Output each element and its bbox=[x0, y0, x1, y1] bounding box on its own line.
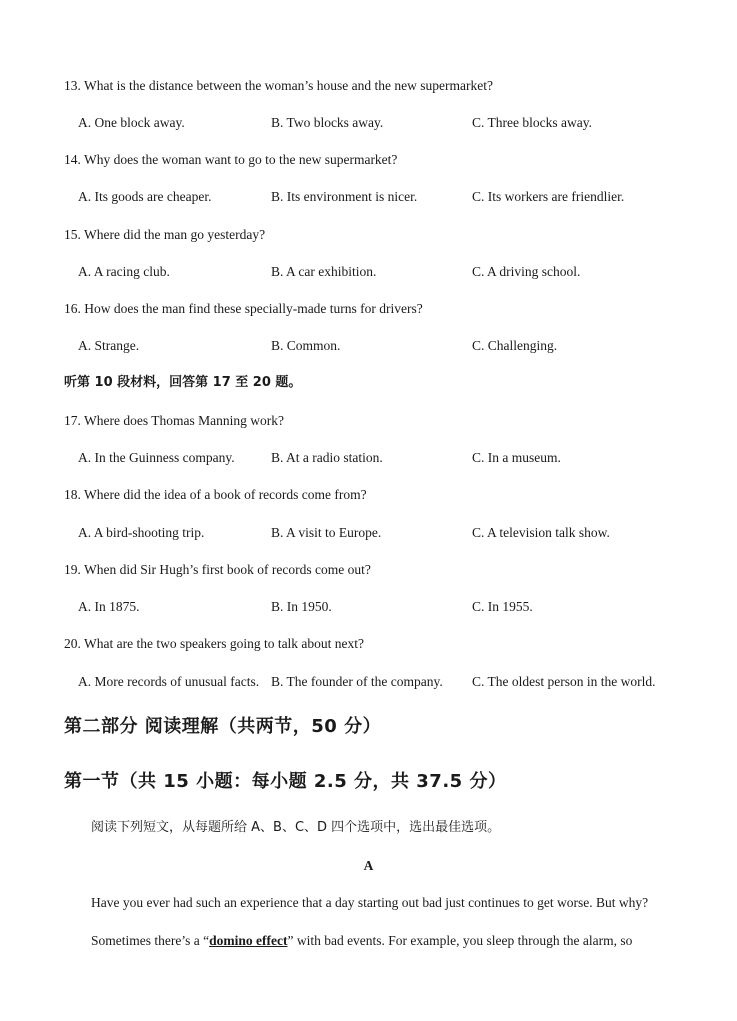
q17-option-a: A. In the Guinness company. bbox=[78, 450, 235, 465]
question-19: 19. When did Sir Hugh’s first book of records come out? bbox=[64, 562, 371, 577]
q20-option-a: A. More records of unusual facts. bbox=[78, 674, 260, 689]
listening-instruction: 听第 10 段材料，回答第 17 至 20 题。 bbox=[64, 375, 302, 390]
q13-option-b: B. Two blocks away. bbox=[271, 115, 384, 130]
passage-line-2-end: ” with bad events. For example, you sleep through the alarm, so bbox=[287, 933, 633, 948]
q18-option-a: A. A bird-shooting trip. bbox=[78, 525, 205, 540]
q17-option-b: B. At a radio station. bbox=[271, 450, 383, 465]
q14-option-a: A. Its goods are cheaper. bbox=[78, 189, 212, 204]
q19-option-c: C. In 1955. bbox=[472, 599, 533, 614]
q19-option-b: B. In 1950. bbox=[271, 599, 332, 614]
passage-line-2-start: Sometimes there’s a “ bbox=[91, 933, 210, 948]
question-16: 16. How does the man find these specially-made turns for drivers? bbox=[64, 301, 423, 316]
question-20: 20. What are the two speakers going to talk about next? bbox=[64, 636, 365, 651]
question-15: 15. Where did the man go yesterday? bbox=[64, 227, 266, 242]
question-13: 13. What is the distance between the woman’s house and the new supermarket? bbox=[64, 78, 493, 93]
q19-option-a: A. In 1875. bbox=[78, 599, 140, 614]
question-17: 17. Where does Thomas Manning work? bbox=[64, 413, 284, 428]
q15-option-b: B. A car exhibition. bbox=[271, 264, 377, 279]
question-14: 14. Why does the woman want to go to the new supermarket? bbox=[64, 152, 398, 167]
q15-option-c: C. A driving school. bbox=[472, 264, 581, 279]
passage-line-1: Have you ever had such an experience that a day starting out bad just continues to get worse. But why? bbox=[91, 895, 649, 910]
q13-option-a: A. One block away. bbox=[78, 115, 185, 130]
q14-option-c: C. Its workers are friendlier. bbox=[472, 189, 625, 204]
q14-option-b: B. Its environment is nicer. bbox=[271, 189, 418, 204]
q16-option-b: B. Common. bbox=[271, 338, 341, 353]
q20-option-b: B. The founder of the company. bbox=[271, 674, 443, 689]
q16-option-c: C. Challenging. bbox=[472, 338, 558, 353]
domino-effect-term: domino effect bbox=[209, 933, 288, 948]
q13-option-c: C. Three blocks away. bbox=[472, 115, 592, 130]
question-18: 18. Where did the idea of a book of records come from? bbox=[64, 487, 367, 502]
q18-option-c: C. A television talk show. bbox=[472, 525, 610, 540]
section-one-heading: 第一节（共 15 小题：每小题 2.5 分，共 37.5 分） bbox=[64, 771, 507, 792]
q17-option-c: C. In a museum. bbox=[472, 450, 561, 465]
passage-label: A bbox=[363, 858, 374, 873]
reading-directions: 阅读下列短文，从每题所给 A、B、C、D 四个选项中，选出最佳选项。 bbox=[91, 820, 501, 835]
q18-option-b: B. A visit to Europe. bbox=[271, 525, 382, 540]
q15-option-a: A. A racing club. bbox=[78, 264, 170, 279]
part-two-heading: 第二部分 阅读理解（共两节，50 分） bbox=[64, 716, 382, 737]
passage-line-2 bbox=[91, 932, 632, 950]
q16-option-a: A. Strange. bbox=[78, 338, 140, 353]
q20-option-c: C. The oldest person in the world. bbox=[472, 674, 656, 689]
